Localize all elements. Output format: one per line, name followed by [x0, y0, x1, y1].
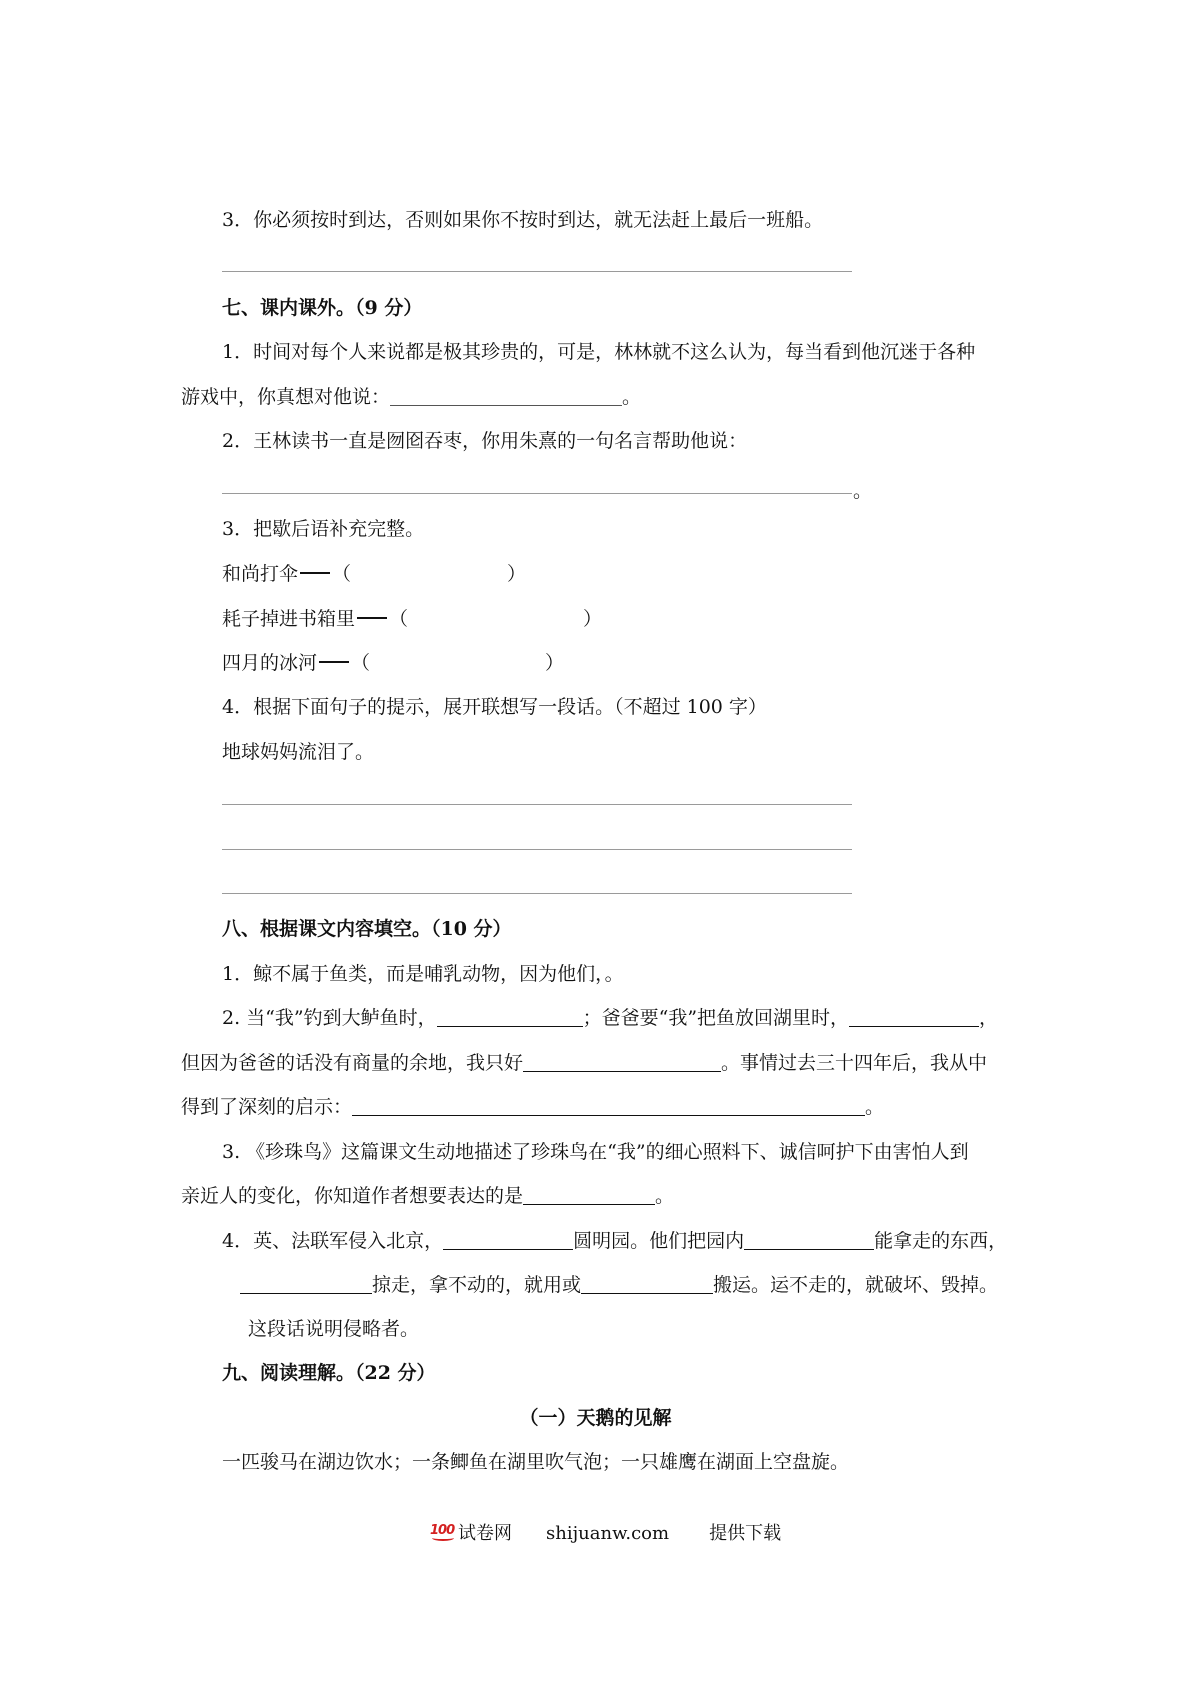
answer-line[interactable] — [222, 271, 852, 272]
answer-blank[interactable] — [744, 1231, 874, 1250]
s8-text: 亲近人的变化，你知道作者想要表达的是 — [181, 1185, 524, 1207]
s7-q4: 4．根据下面句子的提示，展开联想写一段话。（不超过 100 字） — [222, 696, 767, 718]
punct: 。 — [853, 480, 873, 502]
s8-text: 但因为爸爸的话没有商量的余地，我只好 — [181, 1052, 524, 1074]
answer-blank[interactable] — [240, 1275, 372, 1294]
paren-close: ） — [583, 608, 603, 630]
s8-q4-line2 — [240, 1273, 998, 1297]
punct: 。 — [865, 1096, 885, 1118]
dash-mark — [300, 572, 330, 574]
page-footer — [430, 1521, 781, 1546]
writing-line[interactable] — [222, 893, 852, 894]
passage-paragraph: 一匹骏马在湖边饮水；一条鲫鱼在湖里吹气泡；一只雄鹰在湖面上空盘旋。 — [222, 1451, 850, 1473]
s7-q3: 3．把歇后语补充完整。 — [222, 518, 425, 540]
s7-q1-text: 游戏中，你真想对他说： — [181, 386, 391, 408]
s8-q3-line1: 3. 《珍珠鸟》这篇课文生动地描述了珍珠鸟在“我”的细心照料下、诚信呵护下由害怕人到 — [222, 1141, 969, 1163]
site-logo: 100 — [430, 1521, 458, 1541]
section-7-heading: 七、课内课外。（9 分） — [222, 297, 423, 319]
s8-text: 2. 当“我”钓到大鲈鱼时， — [222, 1007, 437, 1029]
s8-text: 。事情过去三十四年后，我从中 — [721, 1052, 988, 1074]
s7-q4-prompt: 地球妈妈流泪了。 — [222, 741, 375, 763]
s8-text: ；爸爸要“我”把鱼放回湖里时， — [582, 1007, 850, 1029]
punct: 。 — [655, 1185, 675, 1207]
footer-url[interactable]: shijuanw.com — [546, 1523, 670, 1544]
s8-q4-line1 — [222, 1229, 1007, 1253]
paren-close: ） — [545, 652, 565, 674]
writing-line[interactable] — [222, 849, 852, 850]
answer-blank[interactable] — [581, 1275, 713, 1294]
answer-line[interactable] — [222, 493, 852, 494]
s8-text: 能拿走的东西， — [874, 1230, 1008, 1252]
xiehouyu-1 — [222, 562, 526, 586]
s8-q2-line3 — [181, 1095, 884, 1119]
answer-blank[interactable] — [849, 1008, 979, 1027]
paren-open: （ — [332, 563, 352, 585]
punct: 。 — [622, 386, 642, 408]
xiehouyu-text: 和尚打伞 — [222, 563, 299, 585]
footer-site-name: 试卷网 — [458, 1523, 512, 1544]
s7-q1-line2 — [181, 385, 641, 409]
punct: ， — [979, 1007, 999, 1029]
paren-open: （ — [389, 608, 409, 630]
answer-blank[interactable] — [437, 1008, 583, 1027]
footer-tagline: 提供下载 — [709, 1523, 782, 1544]
xiehouyu-text: 四月的冰河 — [222, 652, 318, 674]
answer-blank[interactable] — [443, 1231, 573, 1250]
passage-title: （一）天鹅的见解 — [519, 1407, 672, 1429]
s6-q3: 3．你必须按时到达，否则如果你不按时到达，就无法赶上最后一班船。 — [222, 209, 824, 231]
s8-text: 4．英、法联军侵入北京， — [222, 1230, 444, 1252]
section-9-heading: 九、阅读理解。（22 分） — [222, 1362, 436, 1384]
paren-open: （ — [351, 652, 371, 674]
dash-mark — [357, 617, 387, 619]
answer-blank[interactable] — [523, 1053, 721, 1072]
answer-blank[interactable] — [390, 387, 622, 406]
s8-q2-line1 — [222, 1006, 998, 1030]
xiehouyu-text: 耗子掉进书箱里 — [222, 608, 356, 630]
s7-q1-line1: 1．时间对每个人来说都是极其珍贵的，可是，林林就不这么认为，每当看到他沉迷于各种 — [222, 341, 976, 363]
s8-q4-line3: 这段话说明侵略者。 — [248, 1318, 420, 1340]
s8-q2-line2 — [181, 1051, 987, 1075]
s8-q3-line2 — [181, 1184, 674, 1208]
writing-line[interactable] — [222, 804, 852, 805]
s8-q1: 1．鲸不属于鱼类，而是哺乳动物，因为他们，。 — [222, 963, 624, 985]
paren-close: ） — [507, 563, 527, 585]
s8-text: 得到了深刻的启示： — [181, 1096, 353, 1118]
s8-text: 掠走，拿不动的，就用或 — [372, 1274, 582, 1296]
xiehouyu-3 — [222, 651, 564, 675]
answer-blank[interactable] — [352, 1097, 865, 1116]
s7-q2: 2．王林读书一直是囫囵吞枣，你用朱熹的一句名言帮助他说： — [222, 430, 748, 452]
section-8-heading: 八、根据课文内容填空。（10 分） — [222, 918, 512, 940]
dash-mark — [319, 661, 349, 663]
xiehouyu-2 — [222, 607, 602, 631]
s8-text: 圆明园。他们把园内 — [573, 1230, 745, 1252]
s8-text: 搬运。运不走的，就破坏、毁掉。 — [713, 1274, 999, 1296]
answer-blank[interactable] — [523, 1186, 655, 1205]
